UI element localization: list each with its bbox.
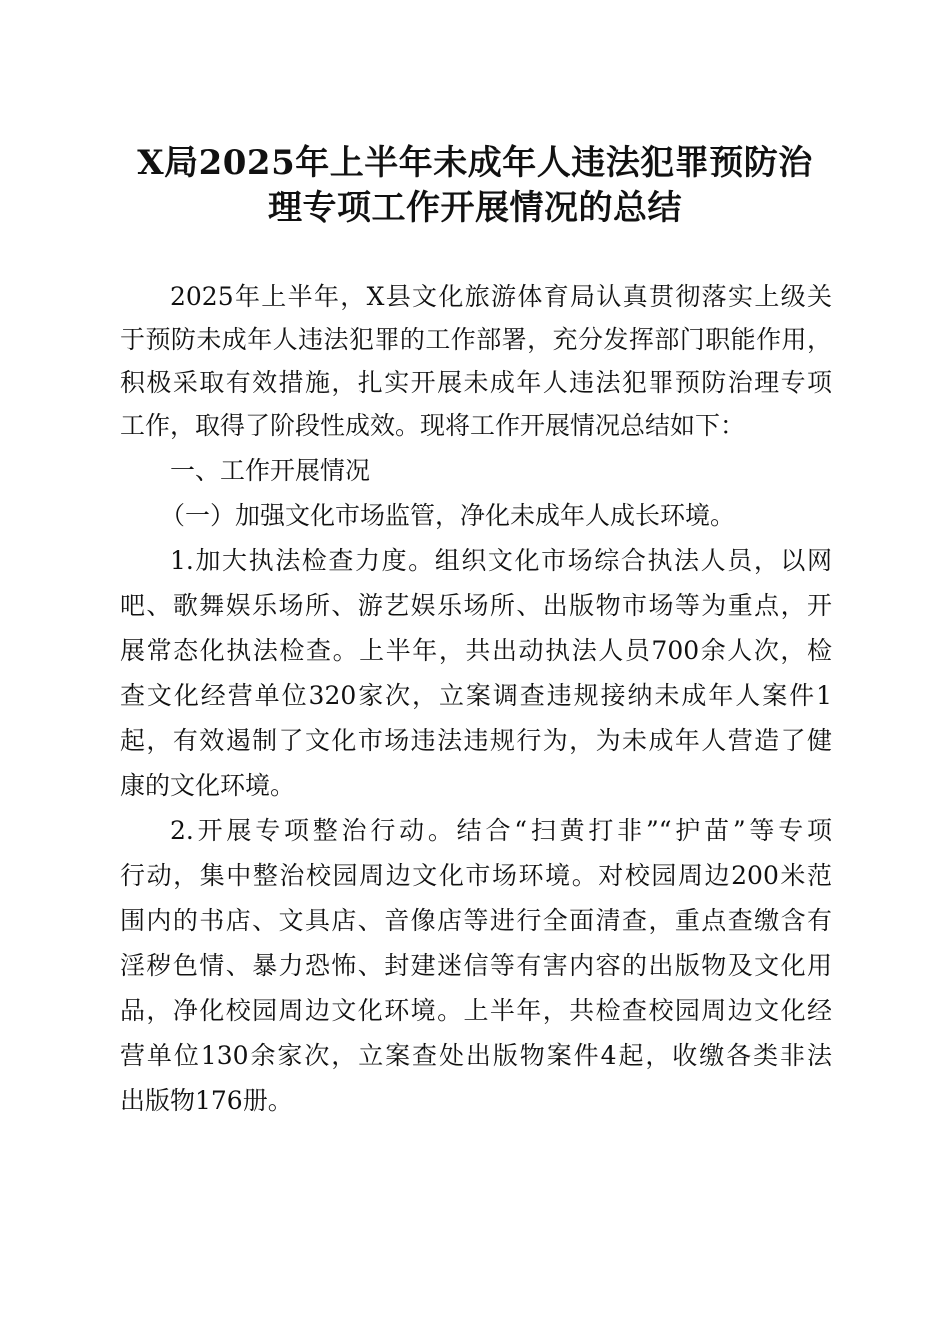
section-heading-1: 一、工作开展情况 <box>170 456 371 485</box>
item1-line-4: 查文化经营单位320家次，立案调查违规接纳未成年人案件1 <box>120 681 832 710</box>
item2-line-3: 围内的书店、文具店、音像店等进行全面清查，重点查缴含有 <box>120 906 832 935</box>
item1-line-1: 1.加大执法检查力度。组织文化市场综合执法人员，以网 <box>170 546 832 575</box>
item2-line-4: 淫秽色情、暴力恐怖、封建迷信等有害内容的出版物及文化用 <box>120 951 832 980</box>
item1-line-5: 起，有效遏制了文化市场违法违规行为，为未成年人营造了健 <box>120 726 832 755</box>
intro-line-3: 积极采取有效措施，扎实开展未成年人违法犯罪预防治理专项 <box>120 368 832 397</box>
intro-line-4: 工作，取得了阶段性成效。现将工作开展情况总结如下： <box>120 411 746 440</box>
item2-line-5: 品，净化校园周边文化环境。上半年，共检查校园周边文化经 <box>120 996 832 1025</box>
document-title-line-2: 理专项工作开展情况的总结 <box>268 188 682 228</box>
item2-line-7: 出版物176册。 <box>120 1086 293 1115</box>
intro-line-1: 2025年上半年，X县文化旅游体育局认真贯彻落实上级关 <box>170 282 832 311</box>
intro-line-2: 于预防未成年人违法犯罪的工作部署，充分发挥部门职能作用， <box>120 325 832 354</box>
item2-line-2: 行动，集中整治校园周边文化市场环境。对校园周边200米范 <box>120 861 832 890</box>
item2-line-1: 2.开展专项整治行动。结合“扫黄打非”“护苗”等专项 <box>170 816 832 845</box>
item2-line-6: 营单位130余家次，立案查处出版物案件4起，收缴各类非法 <box>120 1041 832 1070</box>
item1-line-3: 展常态化执法检查。上半年，共出动执法人员700余人次，检 <box>120 636 832 665</box>
document-title-line-1: X局2025年上半年未成年人违法犯罪预防治 <box>137 143 813 183</box>
subsection-heading-1: （一）加强文化市场监管，净化未成年人成长环境。 <box>160 501 736 530</box>
item1-line-2: 吧、歌舞娱乐场所、游艺娱乐场所、出版物市场等为重点，开 <box>120 591 832 620</box>
item1-line-6: 康的文化环境。 <box>120 771 296 800</box>
